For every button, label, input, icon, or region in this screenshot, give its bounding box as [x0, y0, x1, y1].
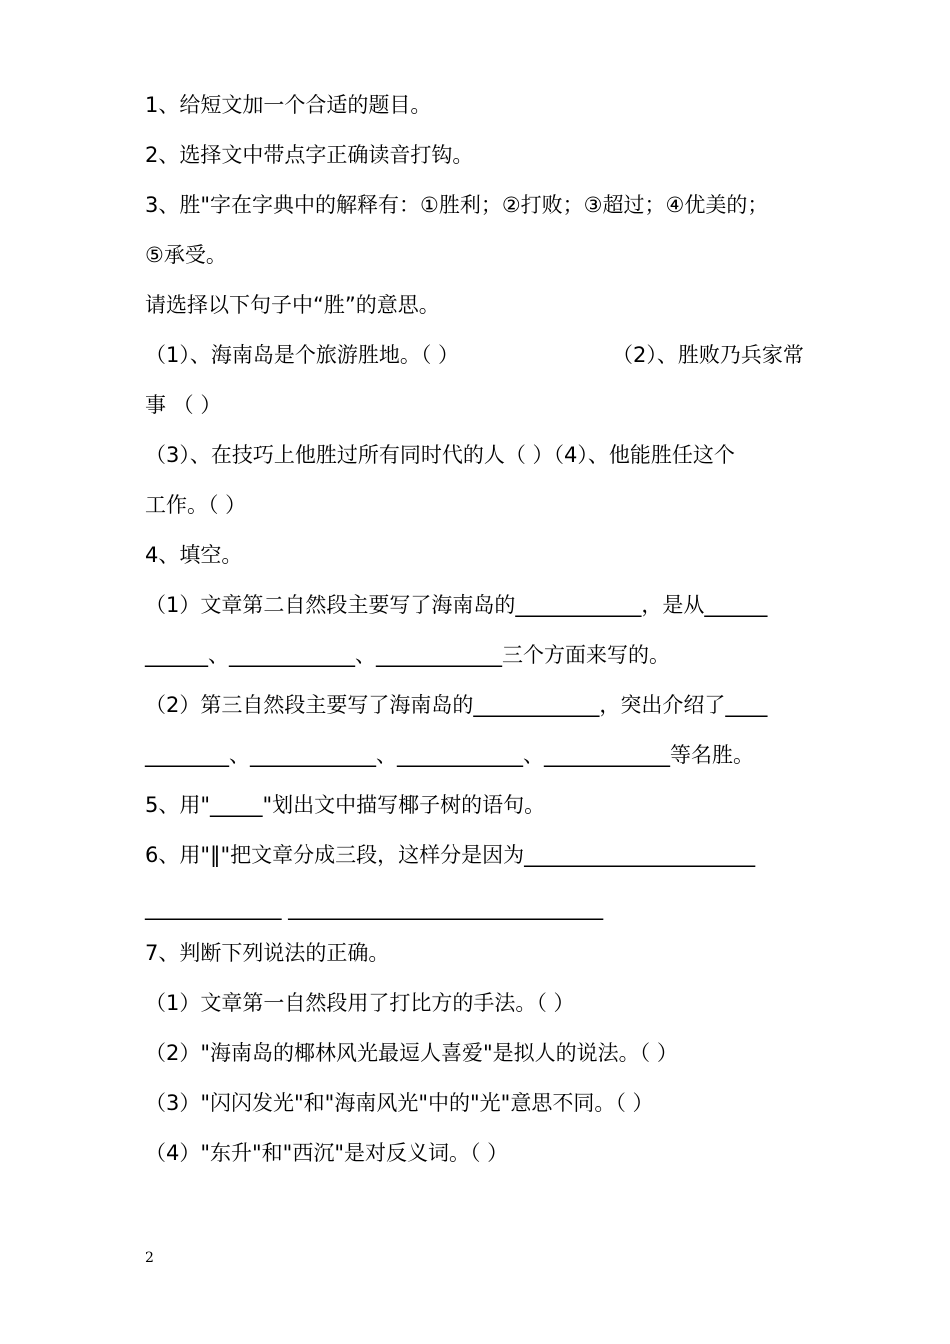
question-1: 1、给短文加一个合适的题目。 — [145, 93, 432, 117]
question-7-1: （1）文章第一自然段用了打比方的手法。（ ） — [145, 991, 575, 1015]
question-6: 6、用"‖"把文章分成三段，这样分是因为______________________ — [145, 843, 756, 867]
question-3-item-2-continued: 事 （ ） — [145, 393, 222, 417]
question-4-1-continued: ______、____________、____________三个方面来写的。 — [145, 643, 670, 667]
question-7-3: （3）"闪闪发光"和"海南风光"中的"光"意思不同。（ ） — [145, 1091, 654, 1115]
question-7: 7、判断下列说法的正确。 — [145, 941, 390, 965]
page-number: 2 — [145, 1250, 154, 1266]
question-6-continued: _____________ ______________________________ — [145, 896, 604, 920]
question-2: 2、选择文中带点字正确读音打钩。 — [145, 143, 474, 167]
question-3-items-3-4: （3）、在技巧上他胜过所有同时代的人（ ）（4）、他能胜任这个 — [145, 443, 735, 467]
question-7-4: （4）"东升"和"西沉"是对反义词。（ ） — [145, 1141, 509, 1165]
question-3: 3、胜"字在字典中的解释有：①胜利；②打败；③超过；④优美的； — [145, 193, 769, 217]
question-3-item-1: （1）、海南岛是个旅游胜地。（ ） — [145, 343, 460, 367]
question-3-item-2: （2）、胜败乃兵家常 — [612, 343, 804, 367]
question-3-item-4-continued: 工作。（ ） — [145, 493, 247, 517]
question-3-continued: ⑤承受。 — [145, 243, 227, 267]
question-4: 4、填空。 — [145, 543, 243, 567]
question-5: 5、用"_____"划出文中描写椰子树的语句。 — [145, 793, 546, 817]
question-4-1: （1）文章第二自然段主要写了海南岛的____________，是从______ — [145, 593, 768, 617]
question-7-2: （2）"海南岛的椰林风光最逗人喜爱"是拟人的说法。（ ） — [145, 1041, 678, 1065]
question-4-2-continued: ________、____________、____________、____________等名胜。 — [145, 743, 754, 767]
question-4-2: （2）第三自然段主要写了海南岛的____________，突出介绍了____ — [145, 693, 768, 717]
question-3-prompt: 请选择以下句子中“胜”的意思。 — [145, 293, 440, 317]
